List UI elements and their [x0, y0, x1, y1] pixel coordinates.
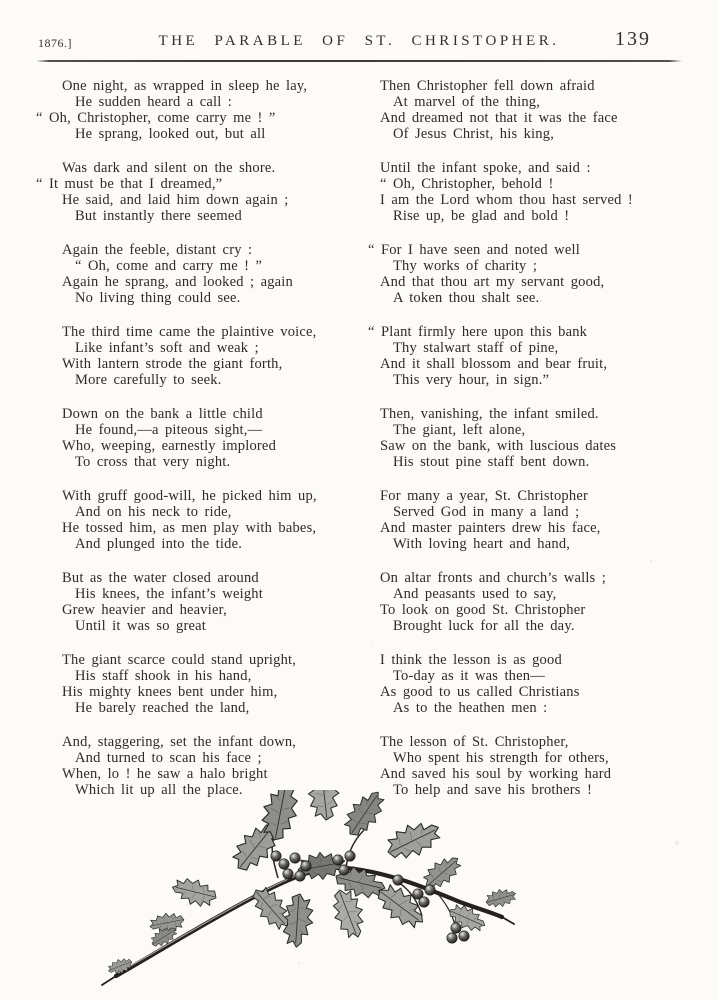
poem-line: To-day as it was then—	[393, 668, 545, 684]
poem-line: No living thing could see.	[75, 290, 241, 306]
holly-branch-illustration	[88, 790, 528, 1000]
poem-line: He barely reached the land,	[75, 700, 250, 716]
poem-line: Until the infant spoke, and said :	[380, 160, 591, 176]
poem-line: And, staggering, set the infant down,	[62, 734, 297, 750]
poem-line: As good to us called Christians	[380, 684, 580, 700]
poem-line: He sudden heard a call :	[75, 94, 233, 110]
poem-line: Rise up, be glad and bold !	[393, 208, 570, 224]
poem-line: On altar fronts and church’s walls ;	[380, 570, 606, 586]
poem-line: His knees, the infant’s weight	[75, 586, 263, 602]
poem-line: Who spent his strength for others,	[393, 750, 609, 766]
poem-line: He found,—a piteous sight,—	[75, 422, 263, 438]
poem-line: Again he sprang, and looked ; again	[62, 274, 293, 290]
poem-line: “ Plant firmly here upon this bank	[368, 324, 588, 340]
stanza	[36, 78, 372, 142]
poem-line: And it shall blossom and bear fruit,	[380, 356, 608, 372]
poem-line: “ Oh, Christopher, behold !	[380, 176, 554, 192]
poem-line: Again the feeble, distant cry :	[62, 242, 253, 258]
poem-line: Grew heavier and heavier,	[62, 602, 227, 618]
poem-line: His staff shook in his hand,	[75, 668, 252, 684]
poem-line: With loving heart and hand,	[393, 536, 571, 552]
poem-line: As to the heathen men :	[393, 700, 548, 716]
poem-line: “ For I have seen and noted well	[368, 242, 580, 258]
stanza	[380, 406, 690, 470]
poem-line: The third time came the plaintive voice,	[62, 324, 317, 340]
poem-column-left	[36, 78, 372, 816]
poem-line: And peasants used to say,	[393, 586, 557, 602]
poem-line: And dreamed not that it was the face	[380, 110, 618, 126]
poem-line: He said, and laid him down again ;	[62, 192, 289, 208]
poem-line: And master painters drew his face,	[380, 520, 601, 536]
poem-line: Who, weeping, earnestly implored	[62, 438, 277, 454]
poem-line: But instantly there seemed	[75, 208, 242, 224]
poem-line: Thy works of charity ;	[393, 258, 538, 274]
poem-line: With gruff good-will, he picked him up,	[62, 488, 317, 504]
page-title: THE PARABLE OF ST. CHRISTOPHER.	[158, 33, 560, 49]
header-date-marker: 1876.]	[38, 36, 72, 50]
poem-line: With lantern strode the giant forth,	[62, 356, 283, 372]
stanza	[62, 242, 372, 306]
poem-line: Of Jesus Christ, his king,	[393, 126, 555, 142]
poem-line: “ It must be that I dreamed,”	[36, 176, 223, 192]
stanza	[62, 406, 372, 470]
poem-line: More carefully to seek.	[75, 372, 222, 388]
stanza	[62, 488, 372, 552]
poem-line: The giant scarce could stand upright,	[62, 652, 297, 668]
poem-line: Thy stalwart staff of pine,	[393, 340, 559, 356]
stanza	[380, 734, 690, 798]
poem-line: Like infant’s soft and weak ;	[75, 340, 259, 356]
poem-line: This very hour, in sign.”	[393, 372, 550, 388]
scan-speckles	[0, 0, 2, 2]
poem-line: And on his neck to ride,	[75, 504, 232, 520]
poem-line: One night, as wrapped in sleep he lay,	[62, 78, 308, 94]
poem-line: Served God in many a land ;	[393, 504, 580, 520]
poem-line: Then Christopher fell down afraid	[380, 78, 595, 94]
stanza	[368, 324, 690, 388]
poem-line: He tossed him, as men play with babes,	[62, 520, 317, 536]
poem-line: “ Oh, Christopher, come carry me ! ”	[36, 110, 276, 126]
poem-line: To cross that very night.	[75, 454, 231, 470]
stanza	[368, 242, 690, 306]
poem-line: His stout pine staff bent down.	[393, 454, 590, 470]
poem-line: The lesson of St. Christopher,	[380, 734, 569, 750]
header-rule	[36, 60, 682, 62]
stanza	[62, 570, 372, 634]
poem-column-right	[368, 78, 690, 816]
poem-line: Down on the bank a little child	[62, 406, 263, 422]
stanza	[36, 160, 372, 224]
poem-line: And plunged into the tide.	[75, 536, 243, 552]
poem-line: Brought luck for all the day.	[393, 618, 575, 634]
poem-line: Until it was so great	[75, 618, 206, 634]
stanza	[380, 570, 690, 634]
poem-line: At marvel of the thing,	[393, 94, 541, 110]
poem-line: And saved his soul by working hard	[380, 766, 612, 782]
poem-line: For many a year, St. Christopher	[380, 488, 588, 504]
poem-line: I think the lesson is as good	[380, 652, 562, 668]
poem-line: And turned to scan his face ;	[75, 750, 262, 766]
poem-line: I am the Lord whom thou hast served !	[380, 192, 633, 208]
poem-line: Saw on the bank, with luscious dates	[380, 438, 617, 454]
stanza	[380, 160, 690, 224]
stanza	[62, 734, 372, 798]
poem-line: His mighty knees bent under him,	[62, 684, 278, 700]
poem-line: Was dark and silent on the shore.	[62, 160, 276, 176]
stanza	[380, 78, 690, 142]
poem-line: And that thou art my servant good,	[380, 274, 605, 290]
stanza	[380, 652, 690, 716]
poem-line: But as the water closed around	[62, 570, 259, 586]
poem-line: Then, vanishing, the infant smiled.	[380, 406, 599, 422]
stanza	[62, 652, 372, 716]
poem-line: When, lo ! he saw a halo bright	[62, 766, 268, 782]
page-number: 139	[615, 28, 651, 50]
poem-line: The giant, left alone,	[393, 422, 526, 438]
poem-line: A token thou shalt see.	[393, 290, 540, 306]
poem-line: Which lit up all the place.	[75, 782, 243, 798]
poem-line: To help and save his brothers !	[393, 782, 592, 798]
poem-line: “ Oh, come and carry me ! ”	[75, 258, 263, 274]
poem-line: He sprang, looked out, but all	[75, 126, 266, 142]
stanza	[62, 324, 372, 388]
poem-line: To look on good St. Christopher	[380, 602, 586, 618]
stanza	[380, 488, 690, 552]
